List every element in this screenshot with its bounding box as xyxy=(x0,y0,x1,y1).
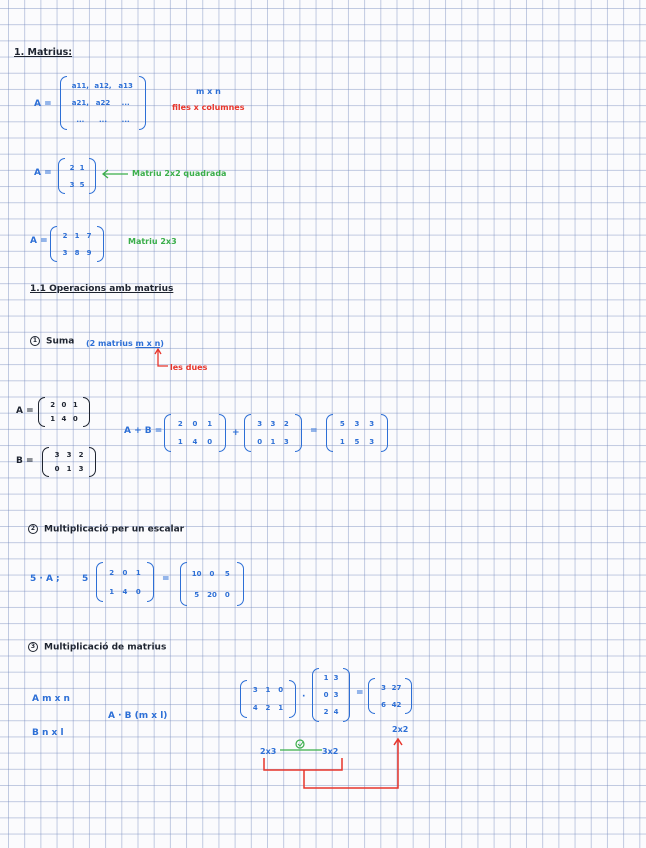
sum-condition: (2 matrius m x n) xyxy=(86,339,164,348)
sum-title: Suma xyxy=(46,336,75,347)
scalar-matrix-cell: 2 xyxy=(109,568,115,577)
sum-result-cell: 3 xyxy=(369,438,375,446)
rect-matrix-note: Matriu 2x3 xyxy=(128,237,177,246)
condition-note-arrow xyxy=(155,349,168,366)
square-matrix-cell: 3 xyxy=(69,180,75,189)
general-matrix-cell: ... xyxy=(76,116,85,125)
rect-matrix-cell: 1 xyxy=(74,231,80,240)
sum-a-cell: 0 xyxy=(61,401,67,409)
inner-dims-match xyxy=(280,740,322,750)
general-matrix-cell: a11, xyxy=(71,81,89,90)
scalar-matrix-cell: 1 xyxy=(135,568,141,577)
sum-op2-cell: 3 xyxy=(270,420,276,428)
check-icon xyxy=(296,740,304,748)
matmul-result-cell: 27 xyxy=(391,683,402,692)
general-matrix-cell: ... xyxy=(121,98,130,107)
scalar-result-cell: 10 xyxy=(191,569,202,578)
scalar-result-cell: 5 xyxy=(194,590,200,599)
scalar-result-cell: 5 xyxy=(224,569,230,578)
section-title-matrius: 1. Matrius: xyxy=(14,47,73,58)
matmul-op1-cell: 2 xyxy=(265,704,271,712)
rect-matrix-cell: 8 xyxy=(74,248,80,257)
sum-result-cell: 5 xyxy=(354,438,360,446)
sum-a-label: A = xyxy=(16,406,34,416)
general-matrix-cell: ... xyxy=(99,116,107,125)
matmul-right-dims: 3x2 xyxy=(322,747,339,756)
square-note-arrow xyxy=(103,170,128,178)
matmul-op2-cell: 0 xyxy=(323,690,329,699)
matmul-product-dims: A · B (m x l) xyxy=(108,711,168,721)
square-matrix-cell: 5 xyxy=(79,180,85,189)
general-matrix-cell: a22 xyxy=(95,98,111,107)
matmul-op1-cell: 0 xyxy=(278,686,284,694)
scalar-result-cell: 0 xyxy=(224,590,230,599)
sum-result-cell: 3 xyxy=(369,420,375,428)
matmul-op1-cell: 3 xyxy=(252,686,258,694)
sum-a-cell: 0 xyxy=(72,415,78,423)
general-matrix-cell: a21, xyxy=(71,98,89,107)
sum-op2-cell: 0 xyxy=(257,438,263,446)
matmul-dot: · xyxy=(302,692,306,702)
sum-b-cell: 3 xyxy=(78,465,84,473)
matmul-title: Multiplicació de matrius xyxy=(44,642,167,653)
rect-matrix-cell: 9 xyxy=(86,248,92,257)
scalar-matrix-cell: 0 xyxy=(135,587,141,596)
sum-condition-note: les dues xyxy=(170,363,208,372)
rect-example-lhs: A = xyxy=(30,236,48,246)
matmul-a-dims: A m x n xyxy=(32,694,70,704)
sum-a-cell: 2 xyxy=(50,401,56,409)
step-1-icon: 1 xyxy=(30,336,40,346)
general-matrix-cell: a13 xyxy=(118,81,133,90)
square-example-lhs: A = xyxy=(34,168,52,178)
sum-b-label: B = xyxy=(16,456,34,466)
matmul-op1-cell: 1 xyxy=(265,686,271,694)
sum-equals: = xyxy=(310,426,318,436)
square-matrix-cell: 2 xyxy=(69,163,75,172)
sum-b-cell: 1 xyxy=(66,465,72,473)
scalar-expression: 5 · A ; xyxy=(30,574,60,584)
matmul-result-cell: 3 xyxy=(381,683,386,692)
matmul-result-dims: 2x2 xyxy=(392,725,409,734)
scalar-matrix-cell: 1 xyxy=(109,587,115,596)
matmul-op1-cell: 4 xyxy=(252,704,258,712)
step-3-icon: 3 xyxy=(28,642,38,652)
matrix-dims-caption: files x columnes xyxy=(172,103,245,112)
scalar-result-cell: 20 xyxy=(207,590,217,599)
sum-op1-cell: 0 xyxy=(207,438,213,446)
matmul-b-dims: B n x l xyxy=(32,728,64,738)
matmul-op2-cell: 2 xyxy=(323,708,329,717)
matmul-op2-cell: 3 xyxy=(333,673,339,682)
sum-plus: + xyxy=(232,428,240,438)
matmul-result-cell: 6 xyxy=(381,700,386,709)
matrix-dims: m x n xyxy=(196,87,221,96)
sum-op1-cell: 0 xyxy=(192,420,198,428)
sum-a-cell: 1 xyxy=(72,401,78,409)
rect-matrix-cell: 3 xyxy=(62,248,68,257)
sum-result-cell: 5 xyxy=(339,420,345,428)
sum-b-cell: 0 xyxy=(54,465,60,473)
sum-op2-cell: 3 xyxy=(283,438,289,446)
scalar-matrix-cell: 0 xyxy=(122,568,128,577)
outer-dims-arrow xyxy=(264,739,402,788)
sum-op2-cell: 2 xyxy=(283,420,289,428)
matmul-op2-cell: 1 xyxy=(323,673,329,682)
scalar-matrix-cell: 4 xyxy=(122,587,128,596)
general-matrix-cell: a12, xyxy=(94,81,112,90)
matmul-equals: = xyxy=(356,688,364,698)
sum-b-cell: 2 xyxy=(78,451,84,459)
sum-expression-label: A + B = xyxy=(124,426,163,436)
sum-b-cell: 3 xyxy=(66,451,72,459)
sum-op2-cell: 3 xyxy=(257,420,263,428)
square-matrix-cell: 1 xyxy=(79,163,85,172)
sum-op1-cell: 2 xyxy=(177,420,183,428)
sum-result-cell: 3 xyxy=(354,420,360,428)
rect-matrix-cell: 7 xyxy=(86,231,92,240)
matrix-def-lhs: A = xyxy=(34,99,52,109)
sum-b-cell: 3 xyxy=(54,451,60,459)
matmul-op2-cell: 4 xyxy=(333,708,339,717)
sum-op2-cell: 1 xyxy=(270,438,276,446)
rect-matrix-cell: 2 xyxy=(62,231,68,240)
section-title-operacions: 1.1 Operacions amb matrius xyxy=(30,284,174,294)
matmul-result-cell: 42 xyxy=(391,700,402,709)
matmul-left-dims: 2x3 xyxy=(260,747,277,756)
scalar-title: Multiplicació per un escalar xyxy=(44,524,185,535)
sum-result-cell: 1 xyxy=(339,438,345,446)
scalar-equals: = xyxy=(162,574,170,584)
sum-op1-cell: 1 xyxy=(207,420,213,428)
sum-a-cell: 1 xyxy=(50,415,56,423)
sum-op1-cell: 1 xyxy=(177,438,183,446)
general-matrix-cell: ... xyxy=(121,116,130,125)
sum-a-cell: 4 xyxy=(61,415,67,423)
scalar-factor: 5 xyxy=(82,574,89,584)
step-2-icon: 2 xyxy=(28,524,38,534)
sum-op1-cell: 4 xyxy=(192,438,198,446)
matmul-op1-cell: 1 xyxy=(278,704,284,712)
square-matrix-note: Matriu 2x2 quadrada xyxy=(132,169,227,178)
scalar-result-cell: 0 xyxy=(209,569,215,578)
matmul-op2-cell: 3 xyxy=(333,690,339,699)
